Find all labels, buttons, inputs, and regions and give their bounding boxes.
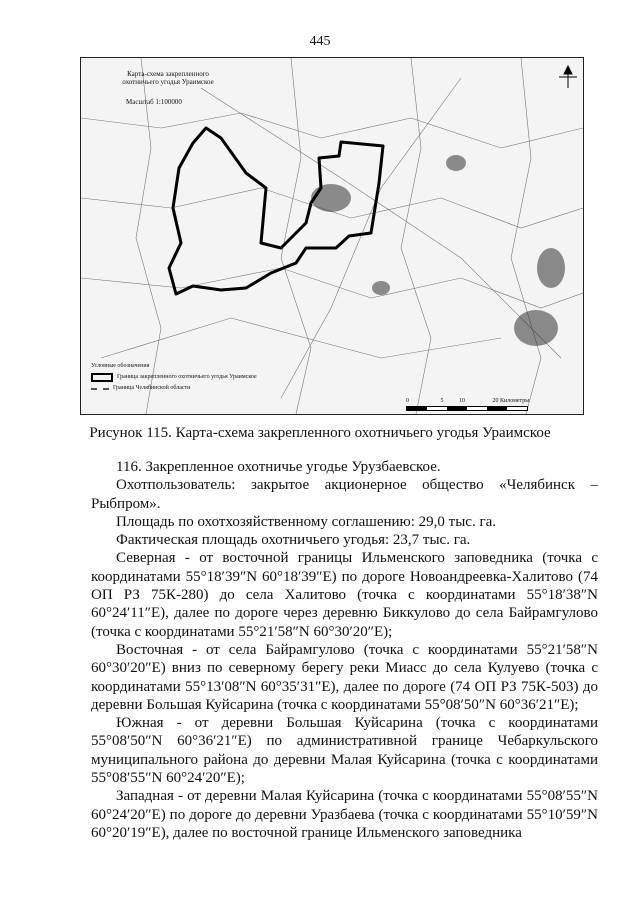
legend-row-oblast xyxy=(91,385,257,392)
hunting-ground-map xyxy=(80,57,584,415)
paragraph-south: Южная - от деревни Большая Куйсарина (точка с координатами 55°08′50″N 60°36′21″E) по административной границе Чебаркульского муниципального района до деревни Малая Куйсарина (точка с координатами 55°08′55″N 60°24′20″E); xyxy=(91,715,598,787)
legend-row-boundary xyxy=(91,373,257,382)
figure-caption: Рисунок 115. Карта-схема закрепленного охотничьего угодья Ураимское xyxy=(89,425,551,441)
paragraph-area-actual: Фактическая площадь охотничьего угодья: 23,7 тыс. га. xyxy=(116,532,471,549)
paragraph-heading: 116. Закрепленное охотничье угодье Урузбаевское. xyxy=(116,459,441,475)
paragraph-north: Северная - от восточной границы Ильменского заповедника (точка с координатами 55°18′39″N 60°18′39″E) по дороге Новоандреевка-Халитово (74 ОП РЗ 75К-280) до села Халитово (точка с координатами 55°18′38″N 60°24′11″E), далее по дороге через деревню Биккулово до села Байрамгулово (точка с координатами 55°21′58″N 60°30′20″E); xyxy=(91,550,598,640)
map-drawing xyxy=(81,58,583,414)
paragraph-user: Охотпользователь: закрытое акционерное общество «Челябинск – Рыбпром». xyxy=(91,477,598,512)
scale-bar-graphic xyxy=(406,406,528,411)
scale-bar xyxy=(406,398,529,411)
scale-label-5: 5 xyxy=(440,398,444,404)
paragraph-west: Западная - от деревни Малая Куйсарина (точка с координатами 55°08′55″N 60°24′20″E) по дороге до деревни Уразбаева (точка с координатами 55°10′59″N 60°20′19″E), далее по восточной границе Ильменского заповедника xyxy=(91,788,598,841)
oblast-swatch xyxy=(91,388,109,390)
legend-oblast-label: Граница Челябинской области xyxy=(113,385,191,391)
scale-label-20: 20 Километры xyxy=(492,398,530,404)
body-text xyxy=(91,458,598,842)
legend-boundary-label: Граница закрепленного охотничьего угодья Ураимское xyxy=(117,374,257,380)
boundary-swatch xyxy=(91,373,113,382)
map-legend xyxy=(91,363,257,392)
legend-heading: Условные обозначения xyxy=(91,363,150,369)
scale-label-10: 10 xyxy=(459,398,465,404)
map-scale: Масштаб 1:100000 xyxy=(126,98,182,106)
paragraph-east: Восточная - от села Байрамгулово (точка с координатами 55°21′58″N 60°30′20″E) вниз по северному берегу реки Миасс до села Кулуево (точка с координатами 55°13′08″N 60°35′31″E), далее по дороге (74 ОП РЗ 75К-503) до деревни Большая Куйсарина (точка с координатами 55°08′50″N 60°36′21″E); xyxy=(91,641,598,713)
scale-label-0: 0 xyxy=(406,398,409,404)
paragraph-area-agreement: Площадь по охотхозяйственному соглашению: 29,0 тыс. га. xyxy=(116,513,497,530)
map-title: Карта-схема закрепленного охотничьего угодья Ураимское xyxy=(122,70,214,86)
page-number: 445 xyxy=(309,34,331,49)
